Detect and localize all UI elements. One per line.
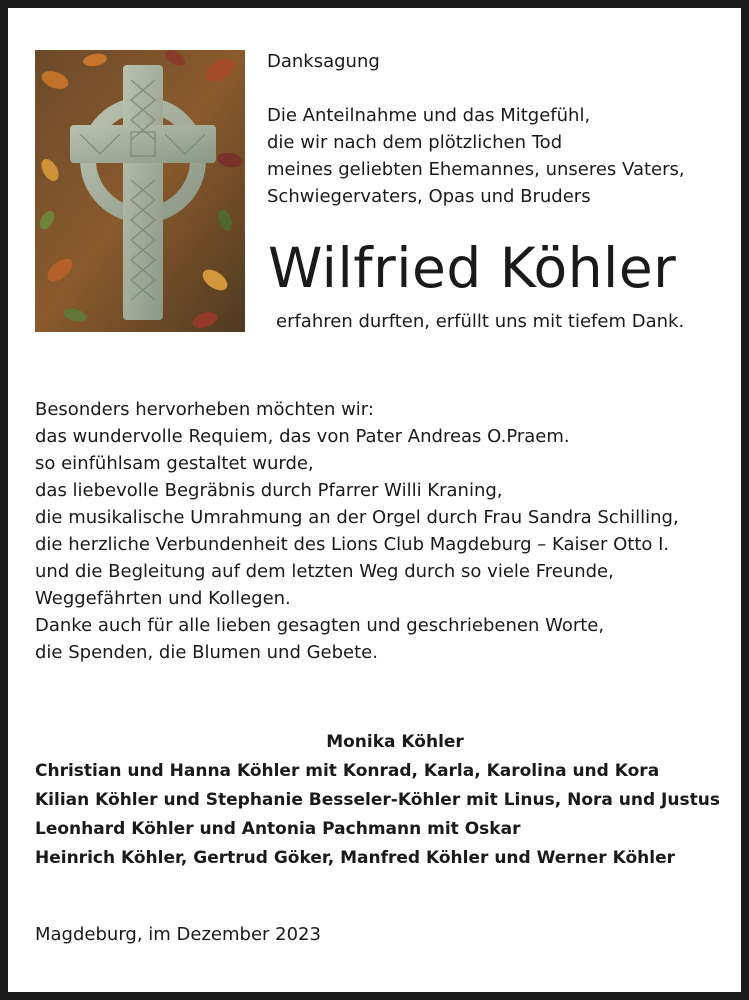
body-line: Besonders hervorheben möchten wir: — [35, 399, 374, 420]
signature-line: Kilian Köhler und Stephanie Besseler-Köhler mit Linus, Nora und Justus — [35, 790, 720, 810]
body-text — [35, 396, 735, 666]
deceased-name: Wilfried Köhler — [268, 236, 677, 300]
signature-line: Heinrich Köhler, Gertrud Göker, Manfred Köhler und Werner Köhler — [35, 848, 675, 868]
signatures — [35, 728, 735, 873]
body-line: Weggefährten und Kollegen. — [35, 588, 291, 609]
body-line: so einfühlsam gestaltet wurde, — [35, 453, 314, 474]
body-line: Danke auch für alle lieben gesagten und geschriebenen Worte, — [35, 615, 605, 636]
intro-line: meines geliebten Ehemannes, unseres Vaters, — [267, 159, 685, 180]
signature-main: Monika Köhler — [326, 732, 464, 752]
body-line: das wundervolle Requiem, das von Pater Andreas O.Praem. — [35, 426, 570, 447]
celtic-cross-photo — [35, 50, 245, 332]
place-date: Magdeburg, im Dezember 2023 — [35, 924, 321, 945]
intro-line: die wir nach dem plötzlichen Tod — [267, 132, 563, 153]
body-line: das liebevolle Begräbnis durch Pfarrer Willi Kraning, — [35, 480, 503, 501]
signature-line: Christian und Hanna Köhler mit Konrad, Karla, Karolina und Kora — [35, 761, 660, 781]
body-line: die Spenden, die Blumen und Gebete. — [35, 642, 378, 663]
body-line: die musikalische Umrahmung an der Orgel durch Frau Sandra Schilling, — [35, 507, 679, 528]
heading-danksagung: Danksagung — [267, 51, 380, 72]
intro-line: Schwiegervaters, Opas und Bruders — [267, 186, 591, 207]
intro-line: Die Anteilnahme und das Mitgefühl, — [267, 105, 591, 126]
after-name-text: erfahren durften, erfüllt uns mit tiefem Dank. — [276, 311, 685, 332]
body-line: die herzliche Verbundenheit des Lions Club Magdeburg – Kaiser Otto I. — [35, 534, 670, 555]
intro-text — [267, 48, 737, 210]
signature-line: Leonhard Köhler und Antonia Pachmann mit Oskar — [35, 819, 521, 839]
body-line: und die Begleitung auf dem letzten Weg durch so viele Freunde, — [35, 561, 614, 582]
